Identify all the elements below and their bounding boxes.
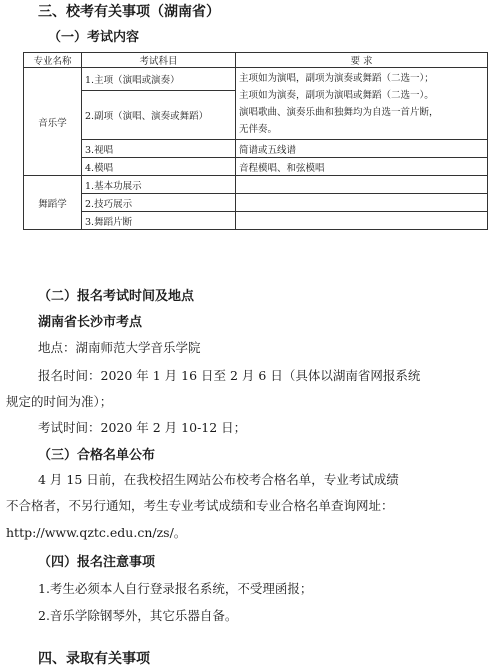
subsection-notes-title: （四）报名注意事项	[38, 555, 156, 570]
note-line-1: 1.考生必须本人自行登录报名系统，不受理函报；	[38, 581, 313, 596]
header-major: 专业名称	[24, 53, 82, 68]
header-requirements: 要 求	[236, 53, 488, 68]
subject-dance-excerpt: 3.舞蹈片断	[82, 212, 236, 230]
subsection-registration-title: （二）报名考试时间及地点	[38, 289, 195, 304]
requirement-line: 演唱歌曲、演奏乐曲和独舞均为自选一首片断，	[239, 106, 439, 118]
note-line-2: 2.音乐学除钢琴外，其它乐器自备。	[38, 608, 238, 623]
major-dance: 舞蹈学	[24, 176, 82, 230]
subject-music-secondary: 2.副项（演唱、演奏或舞蹈）	[82, 91, 236, 140]
section-4-title: 四、录取有关事项	[38, 651, 150, 667]
requirement-line: 主项如为演唱，副项为演奏或舞蹈（二选一）；	[239, 72, 434, 84]
subject-music-mimic-singing: 4.模唱	[82, 158, 236, 176]
registration-time-line-2: 规定的时间为准）；	[6, 394, 113, 409]
registration-time-line-1: 报名时间：2020 年 1 月 16 日至 2 月 6 日（具体以湖南省网报系统	[38, 368, 421, 383]
exam-place: 地点：湖南师范大学音乐学院	[38, 340, 201, 355]
requirement-line: 主项如为演奏，副项为演唱或舞蹈（二选一）。	[239, 89, 434, 101]
requirement-empty	[236, 194, 488, 212]
subject-music-sight-singing: 3.视唱	[82, 140, 236, 158]
requirement-line: 无伴奏。	[239, 123, 278, 135]
section-3-title: 三、校考有关事项（湖南省）	[38, 4, 220, 20]
table-row	[24, 68, 488, 91]
query-url[interactable]: http://www.qztc.edu.cn/zs/。	[6, 525, 187, 540]
requirement-empty	[236, 176, 488, 194]
requirement-empty	[236, 212, 488, 230]
subsection-qualified-list-title: （三）合格名单公布	[38, 448, 156, 463]
exam-time: 考试时间：2020 年 2 月 10-12 日；	[38, 420, 247, 435]
table-row	[24, 194, 488, 212]
subject-dance-basic: 1.基本功展示	[82, 176, 236, 194]
exam-content-table	[23, 52, 488, 230]
table-row	[24, 176, 488, 194]
requirement-mimic-singing: 音程模唱、和弦模唱	[236, 158, 488, 176]
subject-dance-skill: 2.技巧展示	[82, 194, 236, 212]
table-row	[24, 212, 488, 230]
table-row	[24, 140, 488, 158]
header-subject: 考试科目	[82, 53, 236, 68]
requirement-music-main	[236, 68, 488, 140]
notice-line-1: 4 月 15 日前，在我校招生网站公布校考合格名单，专业考试成绩	[38, 472, 399, 487]
subject-music-main: 1.主项（演唱或演奏）	[82, 68, 236, 91]
subsection-exam-content-title: （一）考试内容	[48, 30, 140, 45]
table-header-row	[24, 53, 488, 68]
requirement-sight-singing: 简谱或五线谱	[236, 140, 488, 158]
table-row	[24, 158, 488, 176]
notice-line-2: 不合格者，不另行通知，考生专业考试成绩和专业合格名单查询网址：	[6, 498, 394, 513]
major-music: 音乐学	[24, 68, 82, 176]
location-title: 湖南省长沙市考点	[38, 315, 143, 330]
